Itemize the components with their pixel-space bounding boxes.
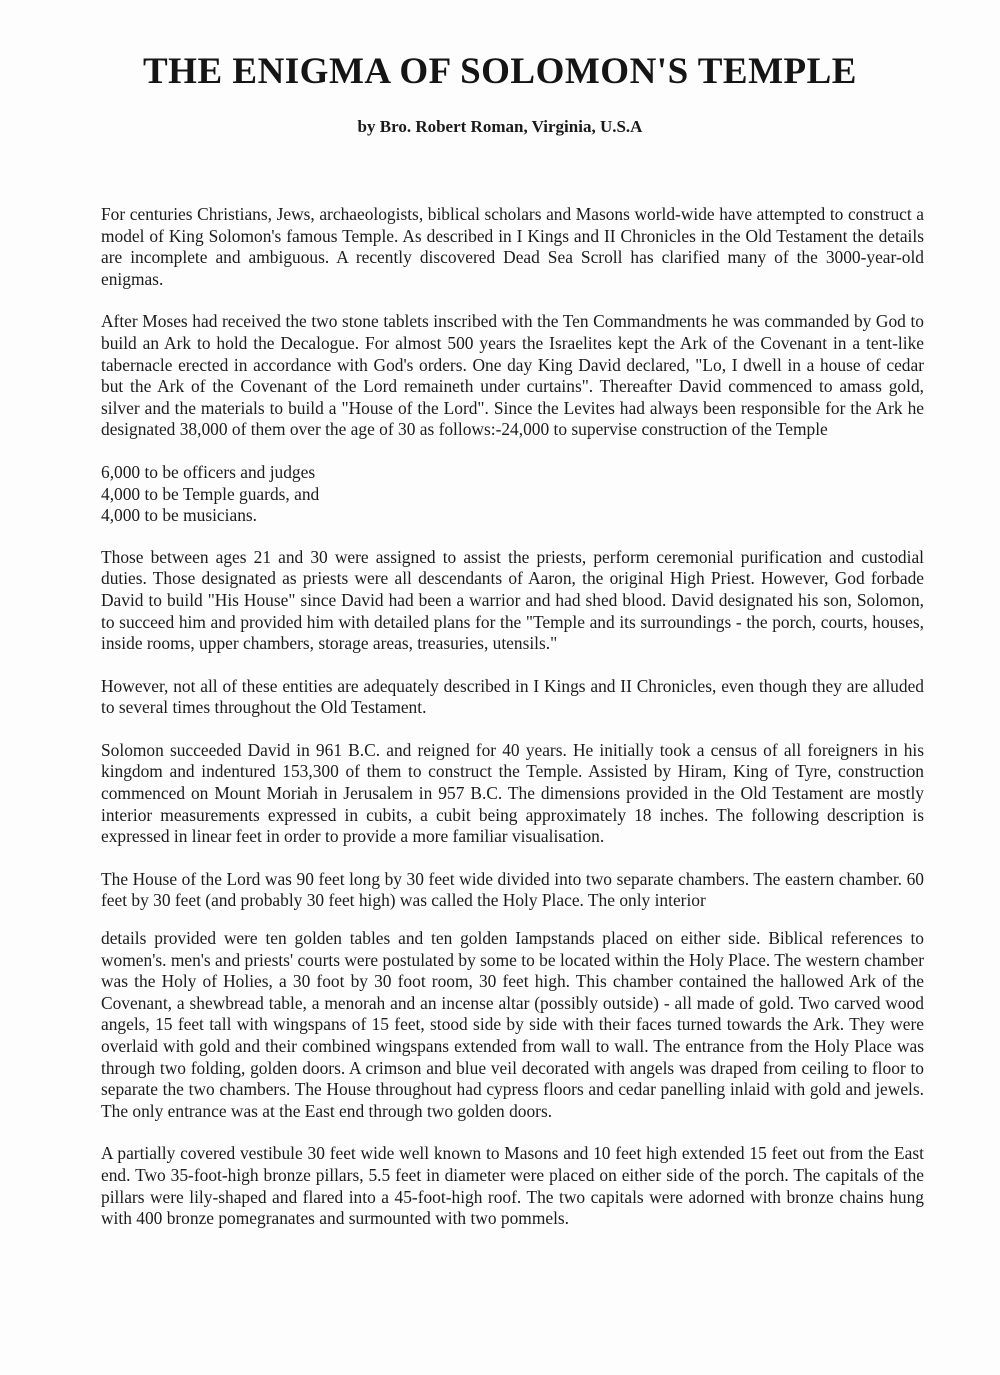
paragraph: Those between ages 21 and 30 were assigned to assist the priests, perform ceremonial purification and custodial duties. Those designated as priests were all descendants of Aaron, the original High Priest. However, God forbade David to build "His House" since David had been a warrior and had shed blood. David designated his son, Solomon, to succeed him and provided him with detailed plans for the "Temple and its surroundings - the porch, courts, houses, inside rooms, upper chambers, storage areas, treasuries, utensils.": [101, 546, 924, 654]
list-item: 6,000 to be officers and judges: [101, 461, 316, 482]
designation-list: [101, 462, 924, 527]
document-body: [101, 204, 924, 1251]
paragraph: details provided were ten golden tables and ten golden Iampstands placed on either side. Biblical references to women's. men's and priests' courts were postulated by some to be located within the Holy Place. The western chamber was the Holy of Holies, a 30 foot by 30 foot room, 30 feet high. This chamber contained the hallowed Ark of the Covenant, a shewbread table, a menorah and an incense altar (possibly outside) - all made of gold. Two carved wood angels, 15 feet tall with wingspans of 15 feet, stood side by side with their faces turned towards the Ark. They were overlaid with gold and their combined wingspans extended from wall to wall. The entrance from the Holy Place was through two folding, golden doors. A crimson and blue veil decorated with angels was draped from ceiling to floor to separate the two chambers. The House throughout had cypress floors and cedar panelling inlaid with gold and jewels. The only entrance was at the East end through two golden doors.: [101, 928, 924, 1121]
paragraph: Solomon succeeded David in 961 B.C. and reigned for 40 years. He initially took a census of all foreigners in his kingdom and indentured 153,300 of them to construct the Temple. Assisted by Hiram, King of Tyre, construction commenced on Mount Moriah in Jerusalem in 957 B.C. The dimensions provided in the Old Testament are mostly interior measurements expressed in cubits, a cubit being approximately 18 inches. The following description is expressed in linear feet in order to provide a more familiar visualisation.: [101, 739, 924, 847]
list-item: 4,000 to be Temple guards, and: [101, 483, 320, 504]
paragraph: The House of the Lord was 90 feet long by 30 feet wide divided into two separate chambers. The eastern chamber. 60 feet by 30 feet (and probably 30 feet high) was called the Holy Place. The only interior: [101, 868, 924, 911]
paragraph: However, not all of these entities are adequately described in I Kings and II Chronicles, even though they are alluded to several times throughout the Old Testament.: [101, 675, 924, 718]
paragraph: For centuries Christians, Jews, archaeologists, biblical scholars and Masons world-wide have attempted to construct a model of King Solomon's famous Temple. As described in I Kings and II Chronicles in the Old Testament the details are incomplete and ambiguous. A recently discovered Dead Sea Scroll has clarified many of the 3000-year-old enigmas.: [101, 204, 924, 289]
paragraph: A partially covered vestibule 30 feet wide well known to Masons and 10 feet high extended 15 feet out from the East end. Two 35-foot-high bronze pillars, 5.5 feet in diameter were placed on either side of the porch. The capitals of the pillars were lily-shaped and flared into a 45-foot-high roof. The two capitals were adorned with bronze chains hung with 400 bronze pomegranates and surmounted with two pommels.: [101, 1143, 924, 1229]
document-title: THE ENIGMA OF SOLOMON'S TEMPLE: [143, 51, 857, 92]
paragraph: After Moses had received the two stone tablets inscribed with the Ten Commandments he was commanded by God to build an Ark to hold the Decalogue. For almost 500 years the Israelites kept the Ark of the Covenant in a tent-like tabernacle erected in accordance with God's orders. One day King David declared, "Lo, I dwell in a house of cedar but the Ark of the Covenant of the Lord remaineth under curtains". Thereafter David commenced to amass gold, silver and the materials to build a "House of the Lord". Since the Levites had always been responsible for the Ark he designated 38,000 of them over the age of 30 as follows:-24,000 to supervise construction of the Temple: [101, 311, 924, 440]
list-item: 4,000 to be musicians.: [101, 505, 258, 526]
document-byline: by Bro. Robert Roman, Virginia, U.S.A: [357, 117, 643, 136]
